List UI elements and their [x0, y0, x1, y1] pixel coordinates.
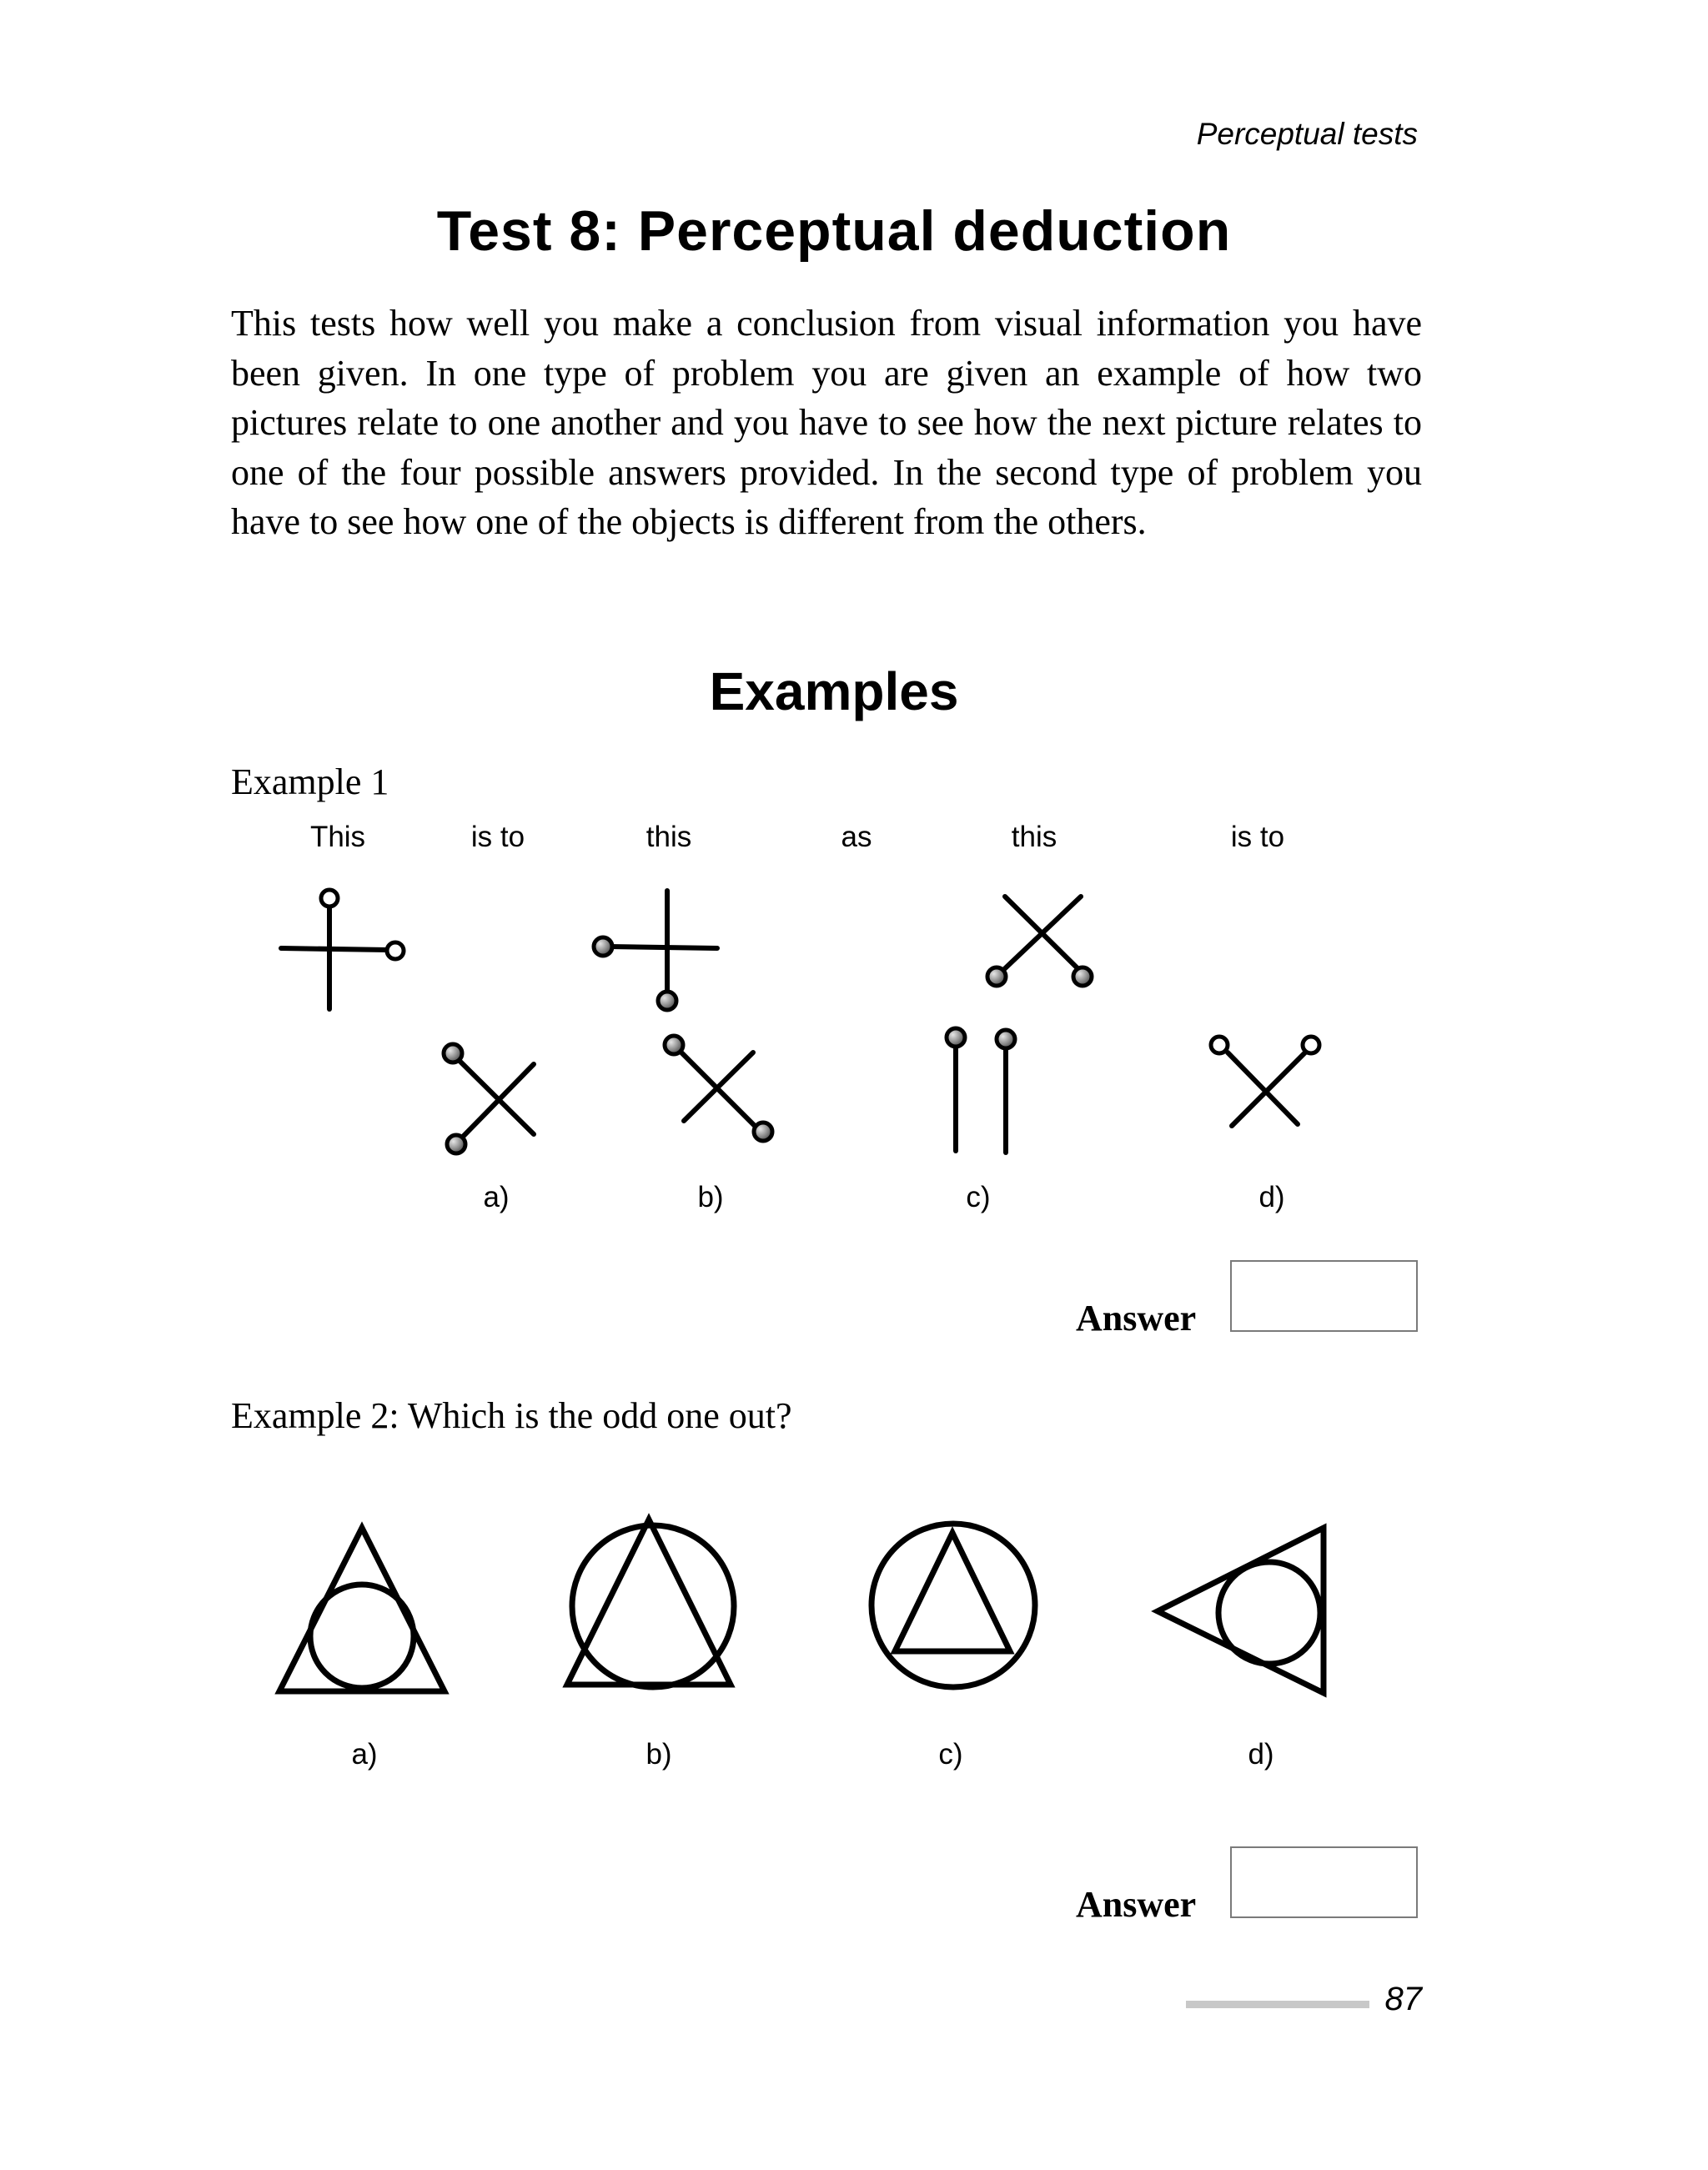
- ex1-option-a-figure: [444, 1044, 534, 1153]
- ex1-option-a-label: a): [483, 1181, 510, 1213]
- sequence-word-as: as: [841, 821, 872, 853]
- ex1-answer-label: Answer: [1076, 1298, 1197, 1339]
- ex1-option-b-figure: [665, 1036, 772, 1141]
- ex1-option-c-label: c): [966, 1181, 991, 1213]
- ex2-option-a-figure: [279, 1528, 445, 1691]
- sequence-word-this-2: this: [646, 821, 692, 853]
- ex1-option-d-label: d): [1258, 1181, 1285, 1213]
- ex2-option-b-figure: [567, 1520, 734, 1687]
- section-title: Examples: [709, 661, 959, 721]
- example2-label: Example 2: Which is the odd one out?: [231, 1395, 792, 1436]
- ex2-option-d-label: d): [1248, 1738, 1274, 1771]
- sequence-word-this-3: this: [1011, 821, 1057, 853]
- running-header: Perceptual tests: [1196, 117, 1418, 151]
- ex2-option-d-figure: [1158, 1528, 1324, 1693]
- page-number: 87: [1384, 1981, 1422, 2017]
- ex1-figure-this-1: [281, 890, 404, 1009]
- ex1-option-d-figure: [1211, 1037, 1319, 1126]
- ex1-option-b-label: b): [697, 1181, 724, 1213]
- intro-paragraph: This tests how well you make a conclusion from visual information you have been given. In one type of problem you are given an example of how two pictures relate to one another and you have to see how the next picture relates to one of the four possible answers provided. In the second type of problem you have to see how one of the objects is different from the others.: [231, 303, 1422, 542]
- ex1-figure-this-2: [594, 891, 717, 1010]
- ex2-answer-label: Answer: [1076, 1884, 1197, 1925]
- ex2-option-b-label: b): [646, 1738, 672, 1771]
- ex2-option-a-label: a): [351, 1738, 378, 1771]
- sequence-word-this-1: This: [309, 821, 366, 853]
- ex1-figure-this-3: [987, 897, 1092, 986]
- ex2-option-c-label: c): [938, 1738, 963, 1771]
- ex2-option-c-figure: [872, 1524, 1035, 1687]
- sequence-word-is-to-1: is to: [470, 821, 525, 853]
- ex1-option-c-figure: [947, 1028, 1015, 1153]
- example1-label: Example 1: [231, 761, 389, 802]
- page-title: Test 8: Perceptual deduction: [436, 199, 1232, 263]
- sequence-word-is-to-2: is to: [1230, 821, 1285, 853]
